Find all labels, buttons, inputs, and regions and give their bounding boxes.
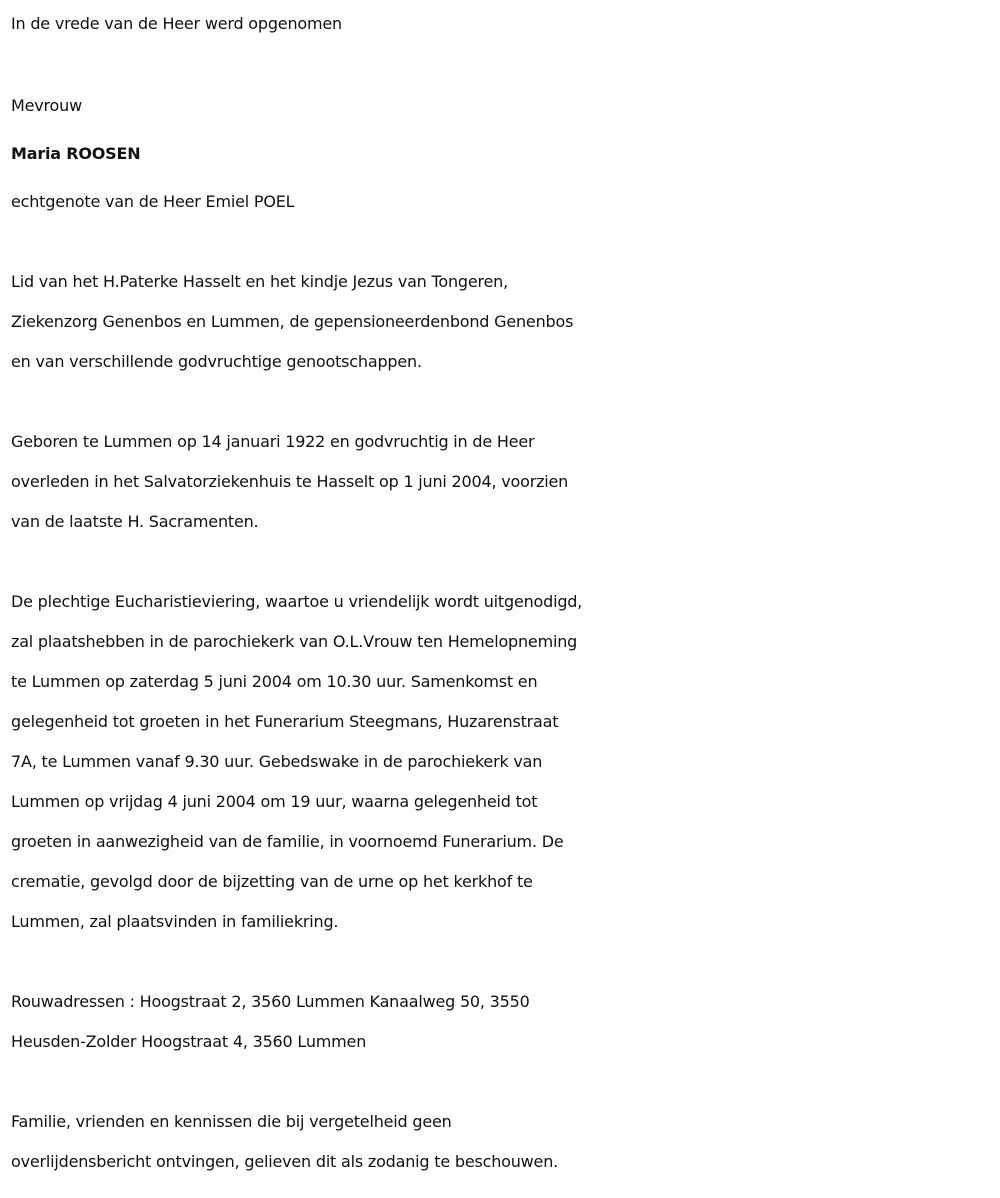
ceremony-line: Lummen op vrijdag 4 juni 2004 om 19 uur, waarna gelegenheid tot — [11, 792, 538, 811]
ceremony-line: crematie, gevolgd door de bijzetting van de urne op het kerkhof te — [11, 872, 533, 891]
membership-line: Lid van het H.Paterke Hasselt en het kindje Jezus van Tongeren, — [11, 272, 508, 291]
membership-line: en van verschillende godvruchtige genootschappen. — [11, 352, 422, 371]
membership-paragraph — [11, 262, 991, 382]
ceremony-paragraph — [11, 582, 991, 942]
spacer — [11, 942, 991, 982]
ceremony-line: te Lummen op zaterdag 5 juni 2004 om 10.30 uur. Samenkomst en — [11, 672, 538, 691]
spacer — [11, 174, 991, 182]
closing-line: Familie, vrienden en kennissen die bij vergetelheid geen — [11, 1112, 452, 1131]
spacer — [11, 382, 991, 422]
ceremony-line: groeten in aanwezigheid van de familie, in voornoemd Funerarium. De — [11, 832, 564, 851]
closing-paragraph — [11, 1102, 991, 1182]
birth-death-line: van de laatste H. Sacramenten. — [11, 512, 259, 531]
ceremony-line: 7A, te Lummen vanaf 9.30 uur. Gebedswake in de parochiekerk van — [11, 752, 543, 771]
address-line: Heusden-Zolder Hoogstraat 4, 3560 Lummen — [11, 1032, 367, 1051]
birth-death-paragraph — [11, 422, 991, 542]
obituary-document — [11, 4, 991, 1182]
closing-line: overlijdensbericht ontvingen, gelieven dit als zodanig te beschouwen. — [11, 1152, 559, 1171]
spouse-line: echtgenote van de Heer Emiel POEL — [11, 192, 295, 211]
ceremony-line: De plechtige Eucharistieviering, waartoe u vriendelijk wordt uitgenodigd, — [11, 592, 583, 611]
intro-text: In de vrede van de Heer werd opgenomen — [11, 14, 342, 33]
salutation: Mevrouw — [11, 96, 82, 115]
deceased-name: Maria ROOSEN — [11, 144, 141, 163]
ceremony-line: Lummen, zal plaatsvinden in familiekring. — [11, 912, 339, 931]
spacer — [11, 44, 991, 86]
ceremony-line: zal plaatshebben in de parochiekerk van O.L.Vrouw ten Hemelopneming — [11, 632, 578, 651]
address-line: Rouwadressen : Hoogstraat 2, 3560 Lummen Kanaalweg 50, 3550 — [11, 992, 530, 1011]
addresses-paragraph — [11, 982, 991, 1062]
ceremony-line: gelegenheid tot groeten in het Funerarium Steegmans, Huzarenstraat — [11, 712, 559, 731]
birth-death-line: Geboren te Lummen op 14 januari 1922 en godvruchtig in de Heer — [11, 432, 535, 451]
spacer — [11, 126, 991, 134]
spacer — [11, 222, 991, 262]
spacer — [11, 1062, 991, 1102]
membership-line: Ziekenzorg Genenbos en Lummen, de gepensioneerdenbond Genenbos — [11, 312, 574, 331]
spacer — [11, 542, 991, 582]
birth-death-line: overleden in het Salvatorziekenhuis te Hasselt op 1 juni 2004, voorzien — [11, 472, 569, 491]
